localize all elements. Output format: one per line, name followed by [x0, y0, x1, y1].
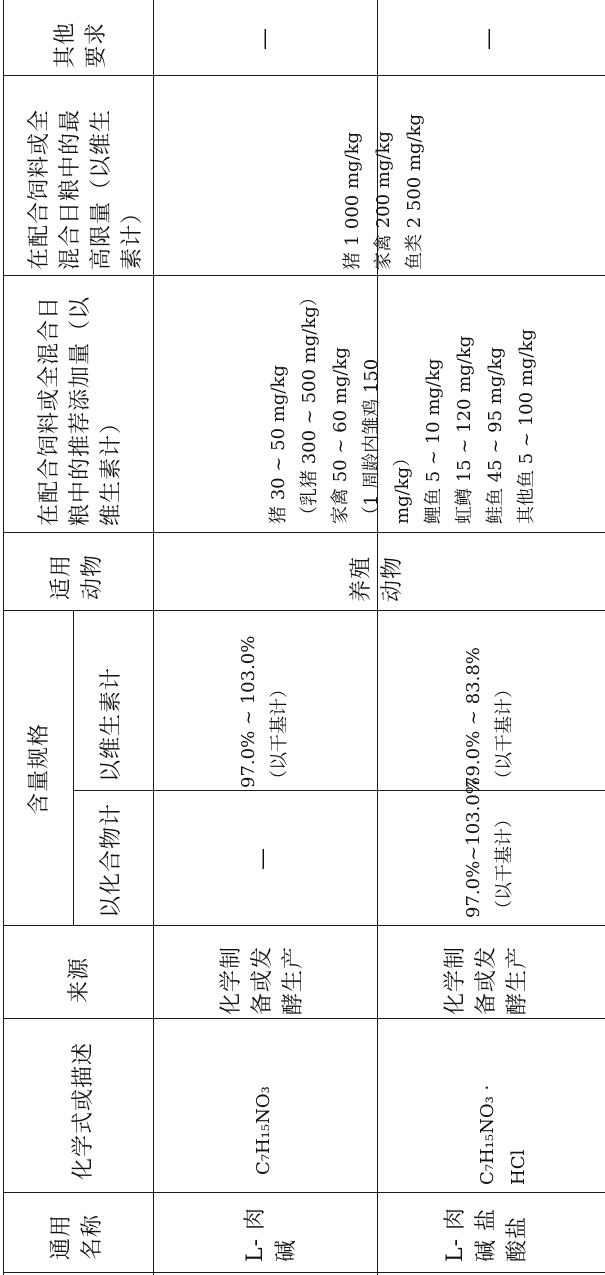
- rule-other-max: [3, 75, 605, 76]
- header-other: 其他 要求: [53, 21, 109, 68]
- table-border-bottom: [3, 1272, 605, 1273]
- rule-formula-name: [3, 1192, 605, 1193]
- row2-source: 化学制 备或发 酵生产: [443, 945, 530, 1015]
- row2-as-vitamin: 79.0% ~ 83.8% （以干基计）: [463, 647, 515, 788]
- header-formula: 化学式或描述: [71, 1041, 96, 1180]
- header-maximum: 在配合饲料或全 混合日粮中的最 高限量（以维生 素计）: [27, 108, 145, 270]
- rule-recommended-animals: [3, 532, 605, 533]
- shared-recommended: 猪 30 ~ 50 mg/kg （乳猪 300 ~ 500 mg/kg） 家禽 50 ~ 60 mg/kg （1 周龄内雏鸡 150 mg/kg） 鲤鱼 5 ~ 10 mg/kg 虹鳟 15 ~ 120 mg/kg 鲑鱼 45 ~ 95 mg/kg 其他鱼 5 ~ 100 mg/kg: [268, 288, 537, 524]
- table-rule-subheader: [73, 610, 74, 925]
- table-rule-header-body: [153, 0, 154, 1275]
- rule-vitamin-compound: [73, 790, 605, 791]
- row1-as-vitamin: 97.0% ~ 103.0% （以干基计）: [238, 635, 290, 788]
- row2-other: —: [476, 28, 501, 50]
- shared-animals: 养殖 动物: [349, 555, 405, 602]
- header-animals: 适用 动物: [49, 553, 105, 600]
- rule-source-formula: [3, 1018, 605, 1019]
- header-name: 通用 名称: [49, 1213, 105, 1260]
- row1-other: —: [252, 28, 277, 50]
- rule-content-source: [3, 925, 605, 926]
- row1-formula: C₇H₁₅NO₃: [253, 1086, 274, 1175]
- table-border-left: [3, 0, 4, 1275]
- header-as-vitamin: 以维生素计: [99, 666, 124, 782]
- row2-formula: C₇H₁₅NO₃ · HCl: [477, 1084, 529, 1185]
- header-recommended: 在配合饲料或全混合日 粮中的推荐添加量（以 维生素计）: [37, 295, 124, 526]
- row1-name: L- 肉 碱: [243, 1206, 299, 1262]
- rule-max-recommended: [3, 275, 605, 276]
- rule-animals-content: [3, 610, 605, 611]
- row1-source: 化学制 备或发 酵生产: [219, 945, 306, 1015]
- header-content-spec: 含量规格: [27, 722, 52, 815]
- header-source: 来源: [67, 956, 92, 1003]
- row1-as-compound: —: [250, 848, 275, 870]
- row2-as-compound: 97.0%~103.0% （以干基计）: [463, 777, 515, 918]
- row2-name: L- 肉 碱 盐 酸盐: [443, 1206, 530, 1262]
- header-as-compound: 以化合物计: [99, 802, 124, 918]
- shared-maximum: 猪 1 000 mg/kg 家禽 200 mg/kg 鱼类 2 500 mg/kg: [342, 113, 425, 270]
